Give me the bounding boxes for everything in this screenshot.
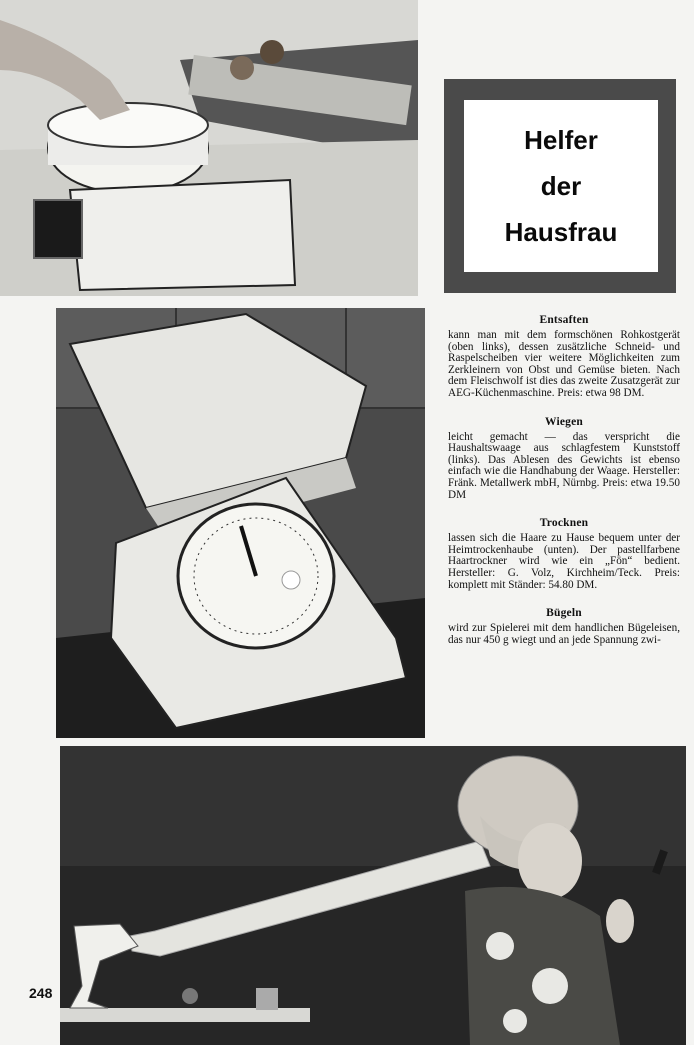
hair-dryer-photo	[60, 746, 686, 1045]
page-number: 248	[29, 985, 53, 1001]
section-body: leicht gemacht — das verspricht die Haushaltswaage aus schlagfestem Kunststoff (links). Das Ablesen des Gewichts ist ebenso einfach wie die Handhabung der Waage. Hersteller: Fränk. Metallwerk mbH, Nürnbg. Preis: etwa 19.50 DM	[448, 430, 680, 501]
section-entsaften	[448, 314, 680, 400]
section-heading: Entsaften	[539, 314, 589, 326]
section-body: wird zur Spielerei mit dem handlichen Bügeleisen, das nur 450 g wiegt und an jede Spannung zwi-	[448, 622, 680, 646]
scale-photo	[56, 308, 425, 738]
section-heading: Wiegen	[544, 415, 584, 428]
title-box	[444, 79, 676, 293]
article-text	[448, 314, 680, 662]
section-wiegen	[448, 416, 680, 502]
section-body: lassen sich die Haare zu Hause bequem unter der Heimtrockenhaube (unten). Der pastellfarbene Haartrockner wird wie ein „Fön“ bedient. Hersteller: G. Volz, Kirchheim/Teck. Preis: komplett mit Ständer: 54.80 DM.	[448, 532, 680, 591]
title-line-2: der	[540, 171, 582, 201]
page-title	[464, 100, 658, 272]
title-line-1: Helfer	[524, 125, 598, 155]
juicer-photo	[0, 0, 418, 296]
title-line-3: Hausfrau	[504, 217, 618, 247]
section-buegeln	[448, 607, 680, 646]
section-heading: Trocknen	[539, 517, 589, 530]
section-trocknen	[448, 517, 680, 591]
section-heading: Bügeln	[546, 607, 582, 620]
section-body: kann man mit dem formschönen Rohkostgerät (oben links), dessen zusätzliche Schneid- und Raspelscheiben vier weitere Möglichkeiten zum Zerkleinern von Obst und Gemüse bieten. Nach dem Fleischwolf ist dies das zweite Zusatzgerät zur AEG-Küchenmaschine. Preis: etwa 98 DM.	[448, 329, 680, 399]
